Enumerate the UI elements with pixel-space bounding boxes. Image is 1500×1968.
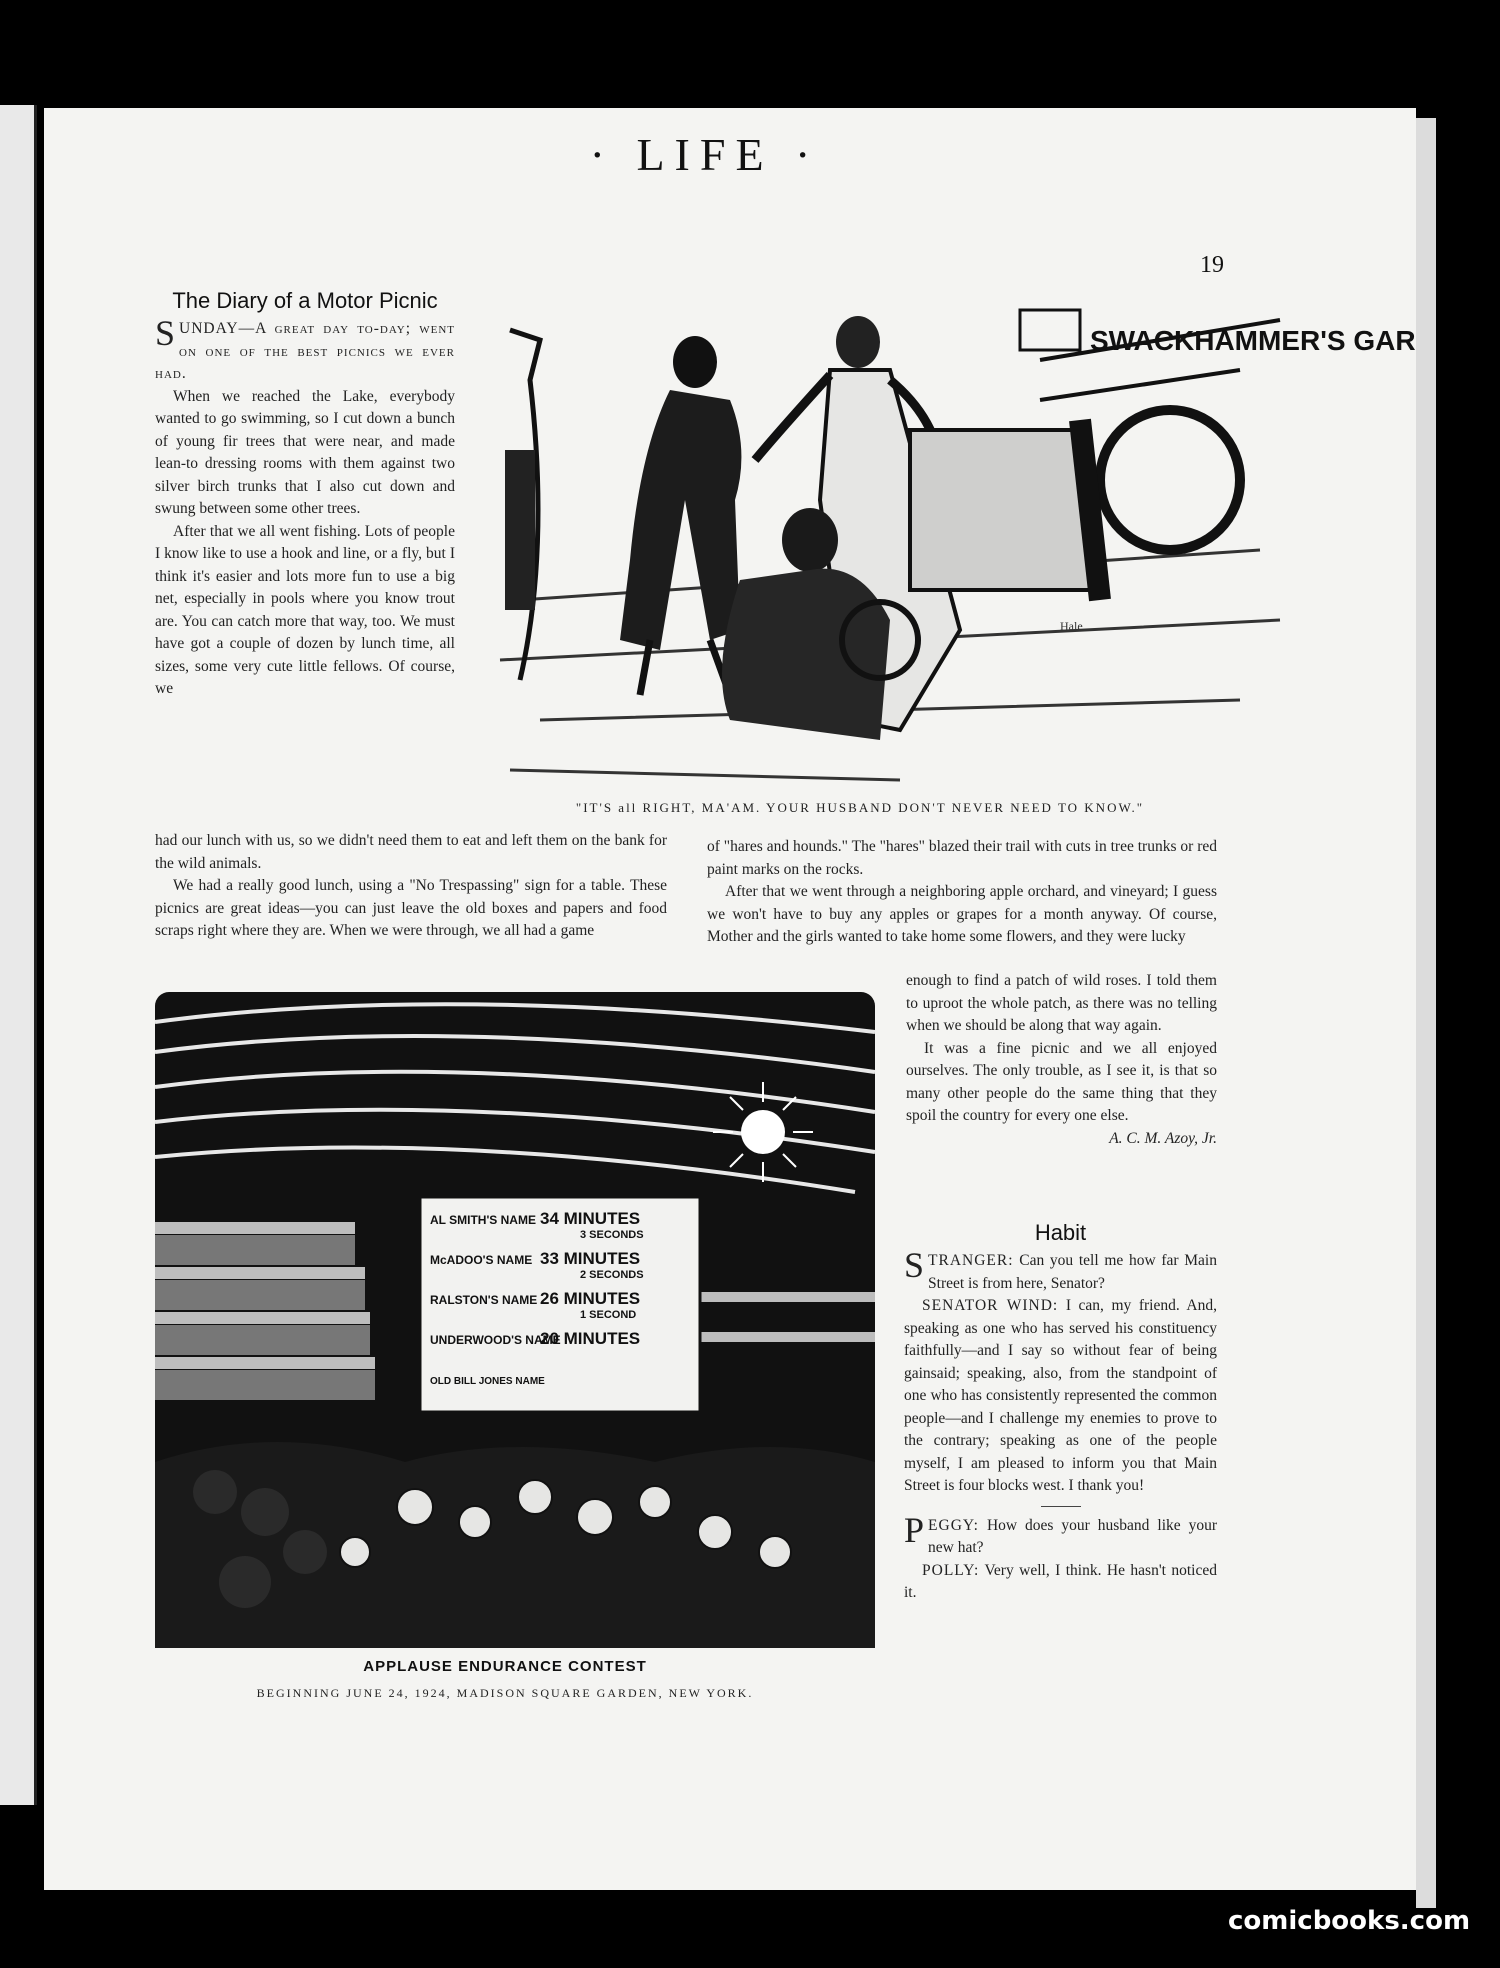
article-title: The Diary of a Motor Picnic — [172, 288, 438, 313]
masthead: · LIFE · — [589, 129, 821, 180]
cartoon-caption-subtitle: BEGINNING JUNE 24, 1924, MADISON SQUARE GARDEN, NEW YORK. — [256, 1686, 754, 1700]
board-time: 20 MINUTES — [540, 1329, 641, 1348]
paragraph: of "hares and hounds." The "hares" blazed their trail with cuts in tree trunks or red paint marks on the rocks. — [707, 838, 1217, 878]
paragraph: After that we went through a neighboring apple orchard, and vineyard; I guess we won't have to buy any apples or grapes for a month anyway. Of course, Mother and the girls wanted to take home some flowers, and they were lucky — [707, 883, 1217, 945]
article-habit — [904, 1220, 1217, 1605]
paragraph: We had a really good lunch, using a "No Trespassing" sign for a table. These picnics are great ideas—you can just leave the old boxes and papers and food scraps right where they are. When we were through, we all had a game — [155, 877, 667, 939]
paragraph: After that we all went fishing. Lots of people I know like to use a hook and line, or a fly, but I think it's easier and lots more fun to use a big net, especially in pools where you know trout are. You can catch more that way, too. We must have got a couple of dozen by lunch time, all sizes, some very cute little fellows. Of course, we — [155, 522, 455, 697]
board-extra: 2 SECONDS — [580, 1269, 644, 1281]
article-lead: SUNDAY—A great day to-day; went on one of the best picnics we ever had. — [155, 313, 455, 382]
paragraph: had our lunch with us, so we didn't need them to eat and left them on the bank for the wild animals. — [155, 832, 667, 872]
artist-signature: Hale — [1060, 619, 1083, 633]
board-time: 34 MINUTES — [540, 1209, 641, 1228]
board-name: UNDERWOOD'S NAME — [430, 1333, 561, 1347]
cartoon-caption: "IT'S all RIGHT, MA'AM. YOUR HUSBAND DON'T NEVER NEED TO KNOW." — [575, 800, 1145, 815]
article-diary-col2 — [707, 836, 1217, 949]
board-name: AL SMITH'S NAME — [430, 1213, 536, 1227]
dialogue-line: STRANGER: Can you tell me how far Main Street is from here, Senator? — [904, 1245, 1217, 1292]
board-time: 26 MINUTES — [540, 1289, 641, 1308]
garden-illustration — [155, 992, 875, 1648]
paragraph: It was a fine picnic and we all enjoyed ourselves. The only trouble, as I see it, is that so many other people do the same thing that they spoil the country for every one else. — [906, 1039, 1217, 1124]
dialogue-line: POLLY: Very well, I think. He hasn't noticed it. — [904, 1561, 1217, 1601]
article-diary-wide — [155, 830, 667, 943]
board-extra: 1 SECOND — [580, 1309, 637, 1321]
dialogue-line: PEGGY: How does your husband like your new hat? — [904, 1509, 1218, 1556]
watermark: comicbooks.com — [1228, 1906, 1471, 1936]
dialogue-line: SENATOR WIND: I can, my friend. And, speaking as one who has served his constituency faithfully—and I say so without fear of being gainsaid; speaking, also, from the standpoint of one who has consistently represented the common people—and I challenge my enemies to prove to the contrary; speaking as one of the people myself, I am pleased to inform you that Main Street is four blocks west. I thank you! — [904, 1297, 1218, 1494]
page-number: 19 — [1200, 252, 1224, 278]
paragraph: When we reached the Lake, everybody wanted to go swimming, so I cut down a bunch of young fir trees that were near, and made lean-to dressing rooms with them against two silver birch trunks that I also cut down and swung between some other trees. — [155, 387, 455, 517]
board-extra: 3 SECONDS — [580, 1229, 644, 1241]
cartoon-garage-illustration — [480, 300, 1416, 790]
article-diary-col1 — [155, 288, 455, 701]
article-diary-col3 — [906, 970, 1217, 1150]
board-name: OLD BILL JONES NAME — [430, 1376, 545, 1387]
cartoon-garage — [480, 300, 1416, 790]
drop-cap: S — [904, 1245, 925, 1285]
board-name: RALSTON'S NAME — [430, 1293, 538, 1307]
drop-cap: P — [904, 1509, 925, 1550]
paragraph: enough to find a patch of wild roses. I told them to uproot the whole patch, as there was no telling when we should be along that way again. — [906, 972, 1217, 1034]
page-spine-edge — [1416, 118, 1436, 1908]
board-time: 33 MINUTES — [540, 1249, 641, 1268]
cartoon-applause-contest — [155, 992, 875, 1648]
board-name: McADOO'S NAME — [430, 1253, 533, 1267]
divider — [1041, 1506, 1081, 1507]
author-signature: A. C. M. Azoy, Jr. — [1109, 1129, 1217, 1147]
article-title: Habit — [1034, 1220, 1087, 1245]
drop-cap: S — [155, 313, 176, 353]
cartoon-caption-title: APPLAUSE ENDURANCE CONTEST — [363, 1658, 647, 1675]
garage-sign: SWACKHAMMER'S GAR — [1090, 325, 1416, 356]
adjacent-page-edge — [0, 105, 37, 1805]
